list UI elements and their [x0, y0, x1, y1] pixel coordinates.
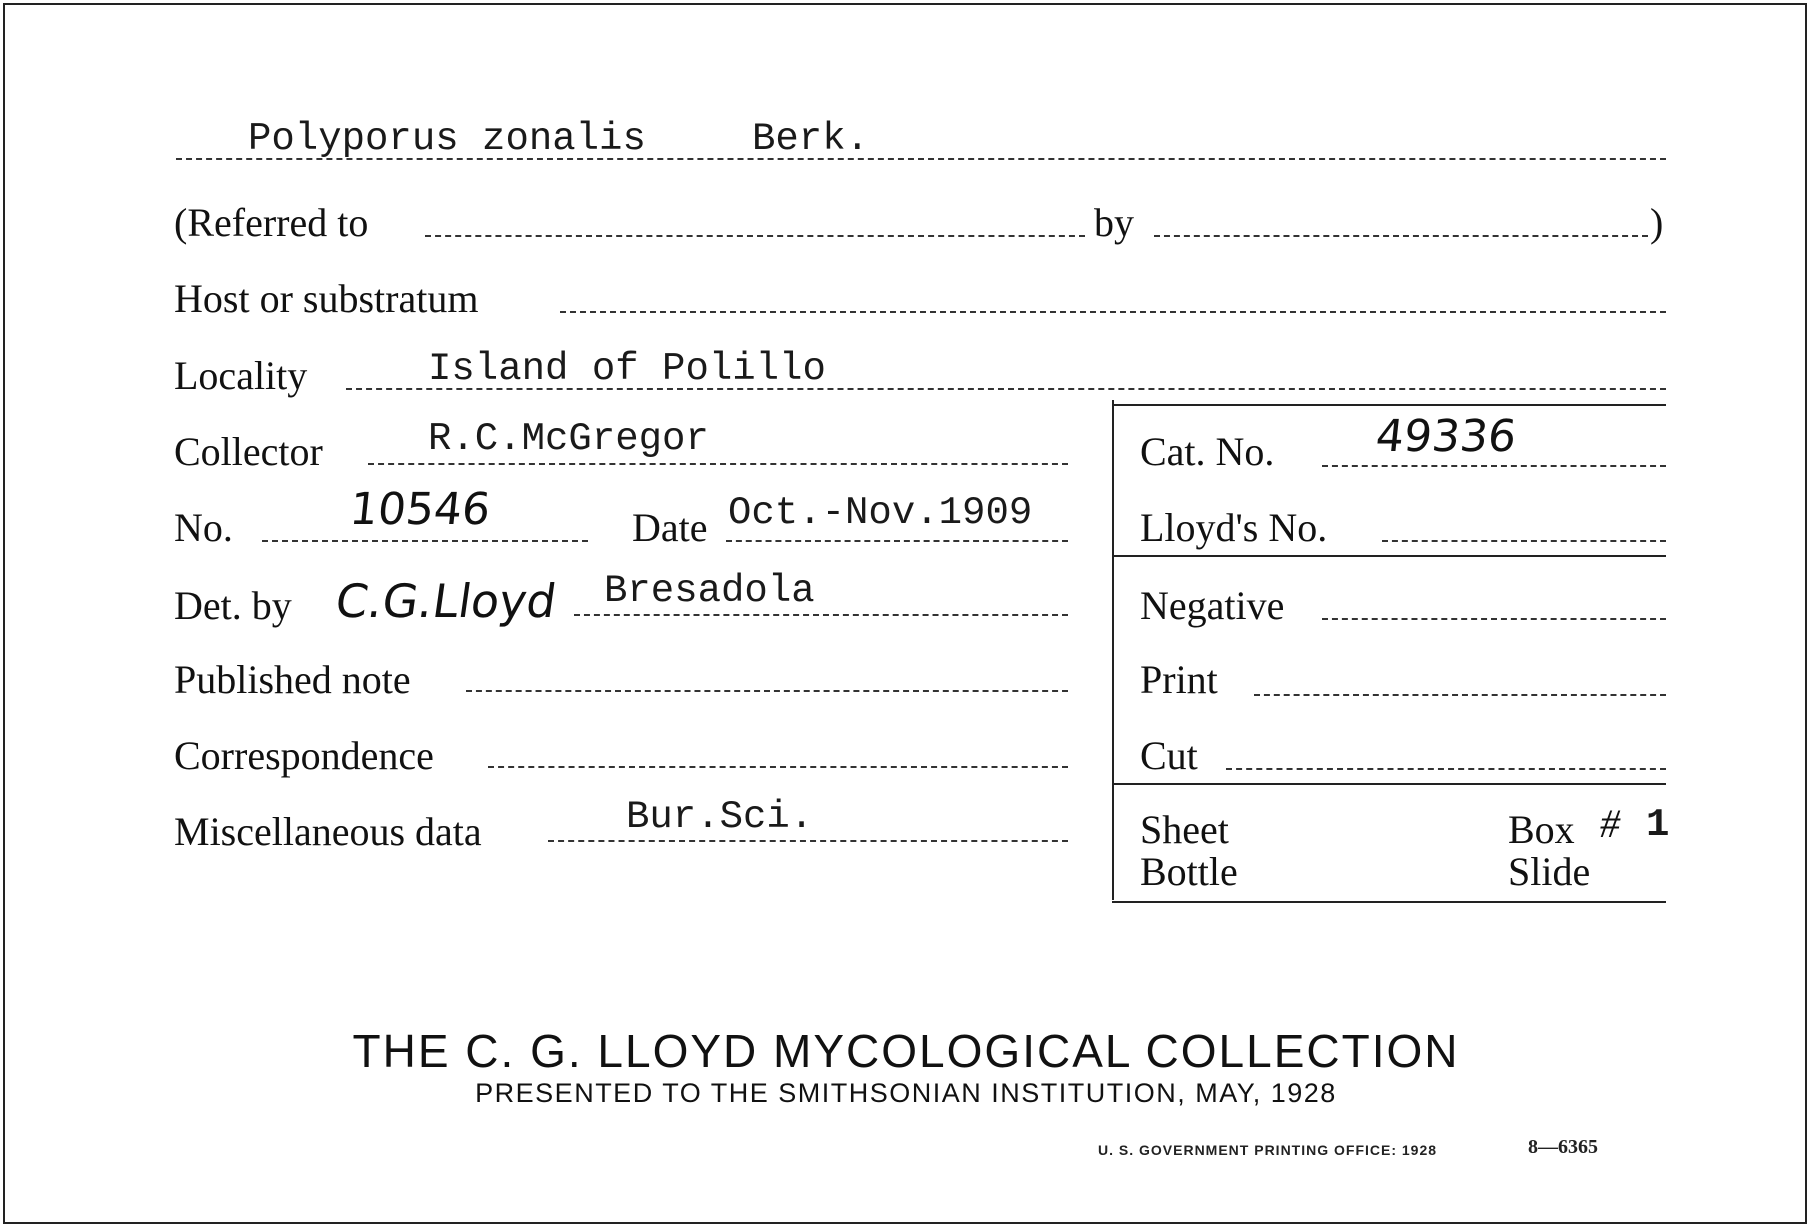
locality-label: Locality — [174, 353, 308, 398]
box-label: Box — [1508, 807, 1575, 852]
host-line — [560, 311, 1666, 313]
slide-label: Slide — [1508, 849, 1591, 894]
print-label: Print — [1140, 657, 1218, 702]
det-by-label: Det. by — [174, 583, 292, 628]
lloyds-no-label: Lloyd's No. — [1140, 505, 1328, 550]
no-line — [262, 540, 588, 542]
print-line — [1254, 694, 1666, 696]
misc-data-line — [548, 840, 1068, 842]
correspondence-line — [488, 766, 1068, 768]
bottle-label: Bottle — [1140, 849, 1238, 894]
box-hash: # — [1600, 801, 1620, 846]
form-number: 8—6365 — [1528, 1136, 1598, 1158]
misc-data-value: Bur.Sci. — [626, 795, 814, 839]
collector-value: R.C.McGregor — [428, 417, 709, 461]
host-label: Host or substratum — [174, 276, 479, 321]
published-note-line — [466, 690, 1068, 692]
locality-value: Island of Polillo — [428, 347, 826, 391]
right-box-top-border — [1112, 404, 1666, 406]
by-line — [1154, 235, 1648, 237]
right-box-divider-1 — [1112, 555, 1666, 557]
right-box-left-border — [1112, 400, 1114, 900]
right-box-divider-2 — [1112, 783, 1666, 785]
sheet-label: Sheet — [1140, 807, 1229, 852]
cat-no-label: Cat. No. — [1140, 429, 1275, 474]
species-name: Polyporus zonalis — [248, 117, 646, 161]
no-label: No. — [174, 505, 233, 550]
date-line — [726, 540, 1068, 542]
lloyds-no-line — [1382, 540, 1666, 542]
date-value: Oct.-Nov.1909 — [728, 491, 1033, 535]
right-box-bottom-border — [1112, 901, 1666, 903]
cut-line — [1226, 768, 1666, 770]
cat-no-line — [1322, 465, 1666, 467]
referred-to-label: (Referred to — [174, 200, 369, 245]
collector-line — [368, 463, 1068, 465]
no-value: 10546 — [347, 484, 493, 535]
misc-data-label: Miscellaneous data — [174, 809, 482, 854]
published-note-label: Published note — [174, 657, 411, 702]
cat-no-value: 49336 — [1373, 411, 1519, 462]
negative-label: Negative — [1140, 583, 1285, 628]
cut-label: Cut — [1140, 733, 1198, 778]
box-value: 1 — [1646, 803, 1670, 847]
species-author: Berk. — [752, 117, 870, 161]
negative-line — [1322, 618, 1666, 620]
by-label: by — [1094, 200, 1134, 245]
correspondence-label: Correspondence — [174, 733, 434, 778]
collector-label: Collector — [174, 429, 323, 474]
close-paren: ) — [1650, 200, 1664, 245]
collection-subtitle: PRESENTED TO THE SMITHSONIAN INSTITUTION, MAY, 1928 — [475, 1078, 1337, 1108]
date-label: Date — [632, 505, 708, 550]
collection-title: THE C. G. LLOYD MYCOLOGICAL COLLECTION — [352, 1025, 1460, 1077]
referred-to-line — [425, 235, 1085, 237]
det-by-struck-name: C.G.Lloyd — [332, 574, 560, 628]
det-by-value: Bresadola — [604, 569, 815, 613]
printer-imprint: U. S. GOVERNMENT PRINTING OFFICE: 1928 — [1098, 1142, 1438, 1158]
det-by-line — [574, 614, 1068, 616]
